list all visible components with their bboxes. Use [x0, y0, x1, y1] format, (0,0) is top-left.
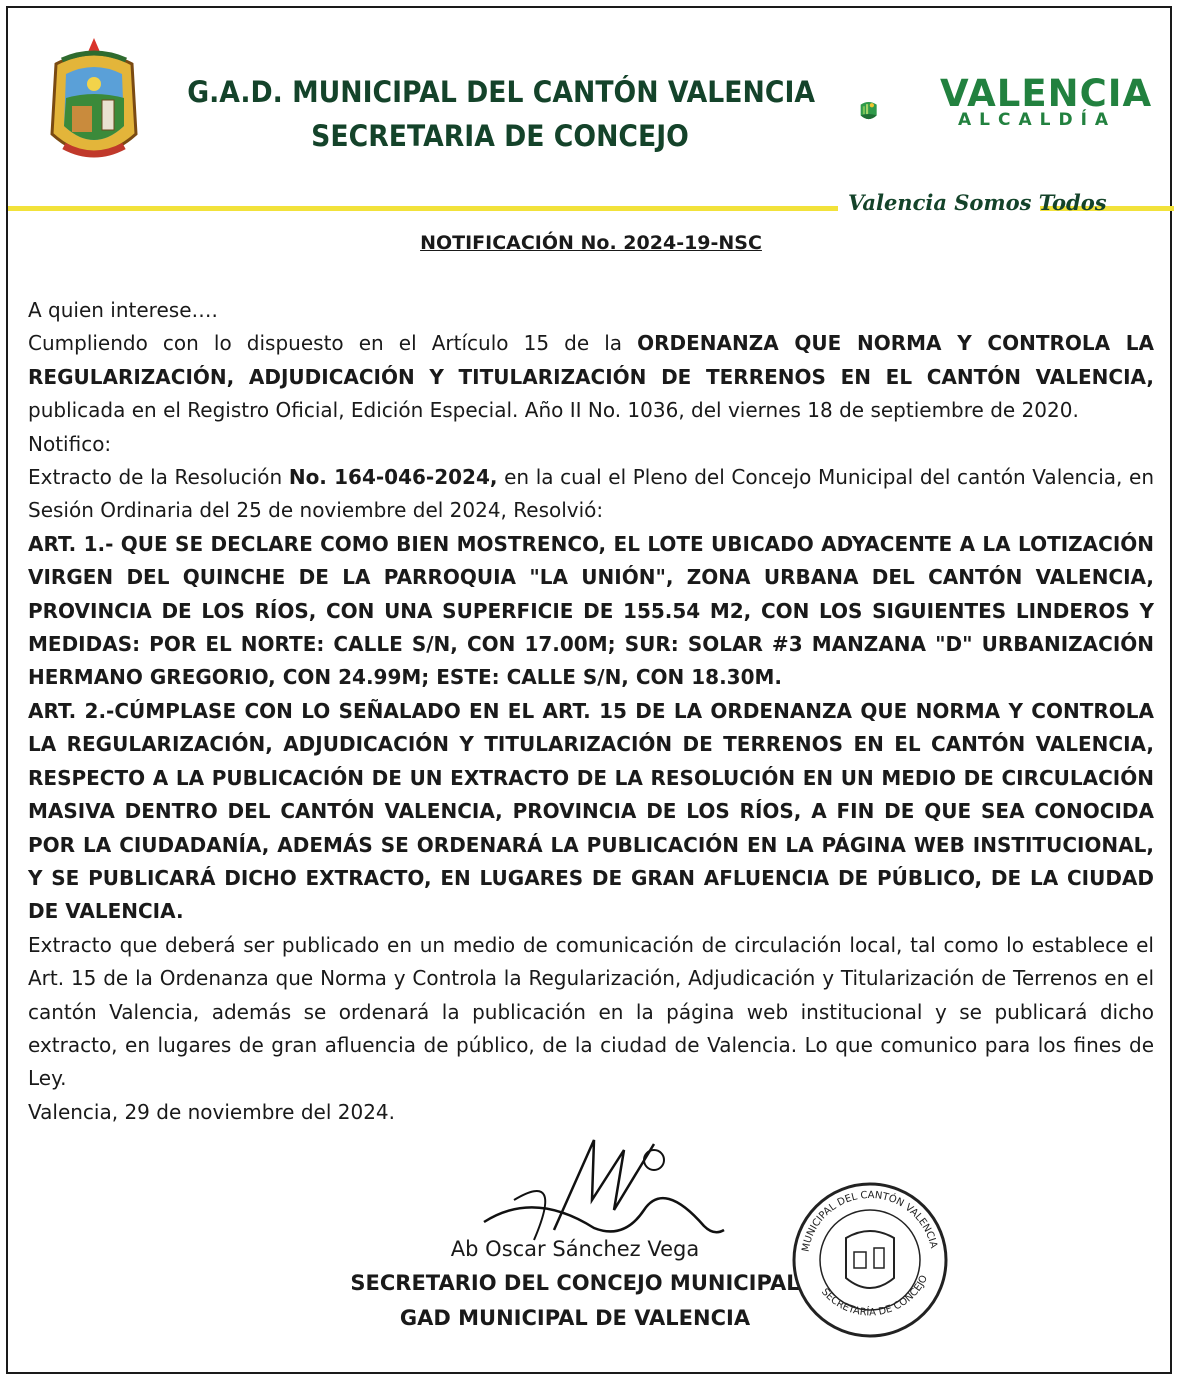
article-2: ART. 2.-CÚMPLASE CON LO SEÑALADO EN EL ART. 15 DE LA ORDENANZA QUE NORMA Y CONTROLA LA REGULARIZACIÓN, ADJUDICACIÓN Y TITULARIZACIÓN DE TERRENOS EN EL CANTÓN VALENCIA, RESPECTO A LA PUBLICACIÓN DE UN EXTRACTO DE LA RESOLUCIÓN EN UN MEDIO DE CIRCULACIÓN MASIVA DENTRO DEL CANTÓN VALENCIA, PROVINCIA DE LOS RÍOS, A FIN DE QUE SEA CONOCIDA POR LA CIUDADANÍA, ADEMÁS SE ORDENARÁ LA PUBLICACIÓN EN LA PÁGINA WEB INSTITUCIONAL, Y SE PUBLICARÁ DICHO EXTRACTO, EN LUGARES DE GRAN AFLUENCIA DE PÚBLICO, DE LA CIUDAD DE VALENCIA.: [28, 698, 1154, 924]
header-title-line1: G.A.D. MUNICIPAL DEL CANTÓN VALENCIA: [187, 75, 816, 109]
svg-text:MUNICIPAL DEL CANTÓN VALENCIA: MUNICIPAL DEL CANTÓN VALENCIA: [800, 1189, 939, 1253]
article-1: ART. 1.- QUE SE DECLARE COMO BIEN MOSTRENCO, EL LOTE UBICADO ADYACENTE A LA LOTIZACIÓN VIRGEN DEL QUINCHE DE LA PARROQUIA "LA UNIÓN", ZONA URBANA DEL CANTÓN VALENCIA, PROVINCIA DE LOS RÍOS, CON UNA SUPERFICIE DE 155.54 M2, CON LOS SIGUIENTES LINDEROS Y MEDIDAS: POR EL NORTE: CALLE S/N, CON 17.00M; SUR: SOLAR #3 MANZANA "D" URBANIZACIÓN HERMANO GREGORIO, CON 24.99M; ESTE: CALLE S/N, CON 18.30M.: [28, 531, 1154, 690]
official-seal-icon: [790, 1160, 950, 1360]
notifico-label: Notifico:: [28, 431, 112, 456]
paragraph-resolution-intro: Extracto de la Resolución: [28, 465, 289, 490]
document-date: Valencia, 29 de noviembre del 2024.: [28, 1099, 396, 1124]
paragraph-ordinance-intro: Cumpliendo con lo dispuesto en el Artículo 15 de la: [28, 331, 638, 356]
paragraph-ordinance: [28, 327, 1154, 427]
brand-sub: ALCALDÍA: [958, 110, 1117, 130]
document-body: [28, 294, 1154, 1129]
paragraph-ordinance-rest: publicada en el Registro Oficial, Edición Especial. Año II No. 1036, del viernes 18 de septiembre de 2020.: [28, 398, 1079, 423]
notification-title: NOTIFICACIÓN No. 2024-19-NSC: [420, 232, 762, 254]
svg-text:SECRETARÍA DE CONCEJO: SECRETARÍA DE CONCEJO: [819, 1273, 931, 1319]
paragraph-resolution: [28, 461, 1154, 528]
valencia-alcaldia-logo-icon: [858, 60, 938, 160]
header-title-line2: SECRETARIA DE CONCEJO: [311, 119, 689, 153]
ordinance-name: ORDENANZA QUE NORMA Y CONTROLA LA REGULARIZACIÓN, ADJUDICACIÓN Y TITULARIZACIÓN DE TERRENOS EN EL CANTÓN VALENCIA,: [28, 331, 1154, 389]
signatory-institution: GAD MUNICIPAL DE VALENCIA: [399, 1306, 751, 1330]
greeting: A quien interese….: [28, 298, 218, 322]
header-titles: [160, 70, 840, 158]
paragraph-resolution-rest: en la cual el Pleno del Concejo Municipal del cantón Valencia, en Sesión Ordinaria del 25 de noviembre del 2024, Resolvió:: [28, 465, 1154, 523]
signatory-role: SECRETARIO DEL CONCEJO MUNICIPAL: [350, 1271, 800, 1295]
slogan: Valencia Somos Todos: [848, 190, 1107, 215]
municipal-crest-icon: [44, 34, 144, 174]
resolution-number: No. 164-046-2024,: [288, 465, 498, 490]
signature-block: [300, 1232, 850, 1336]
signatory-name: Ab Oscar Sánchez Vega: [450, 1237, 700, 1261]
header-divider: [8, 206, 838, 211]
brand-name: VALENCIA: [940, 72, 1153, 115]
paragraph-publication: Extracto que deberá ser publicado en un medio de comunicación de circulación local, tal como lo establece el Art. 15 de la Ordenanza que Norma y Controla la Regularización, Adjudicación y Titularización de Terrenos en el cantón Valencia, además se ordenará la publicación en la página web institucional y se publicará dicho extracto, en lugares de gran afluencia de público, de la ciudad de Valencia. Lo que comunico para los fines de Ley.: [28, 932, 1154, 1091]
